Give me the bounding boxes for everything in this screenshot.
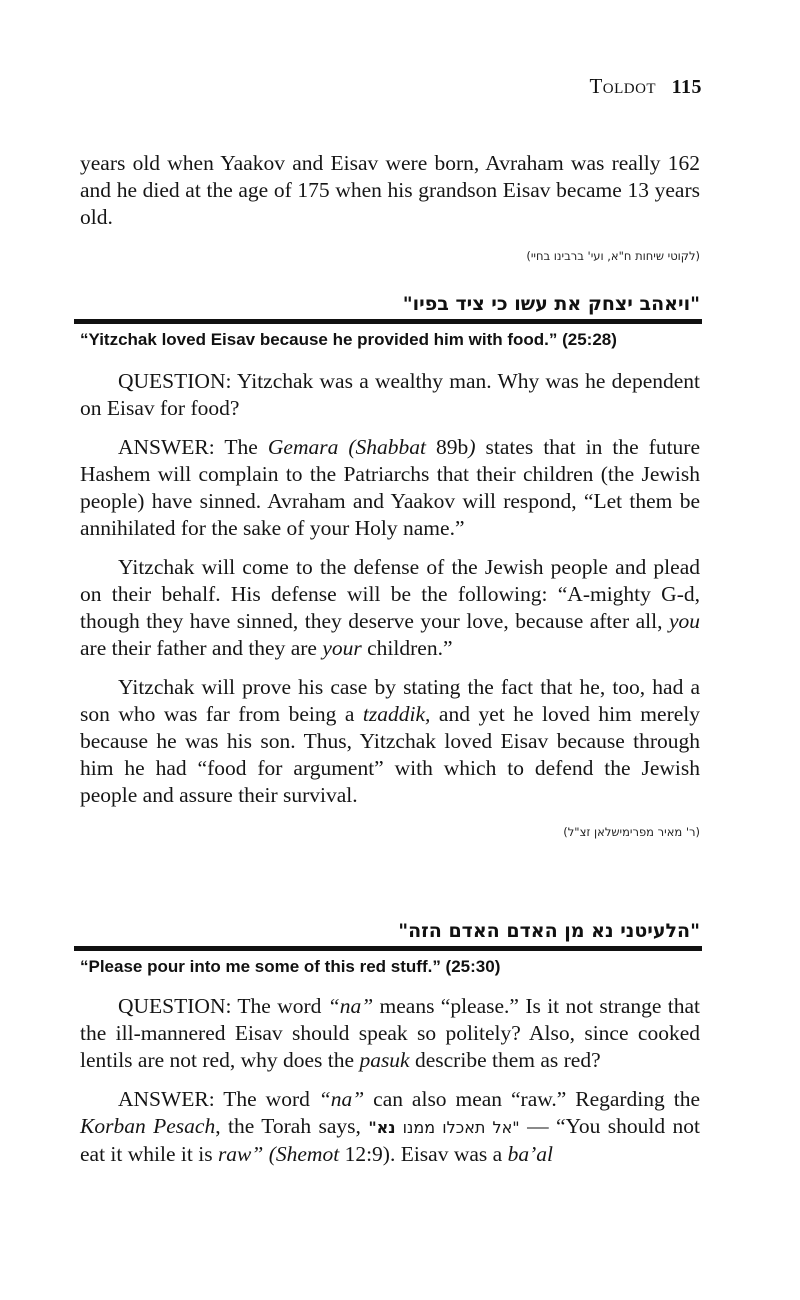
text-run: — “You should not eat it while it is [80, 1114, 701, 1166]
text-run: are their father and they are [80, 636, 323, 660]
question-lead: QUESTION: [118, 369, 232, 393]
text-run: describe them as red? [409, 1048, 601, 1072]
section-1-source-citation: (ר' מאיר מפרימישלאן זצ"ל) [563, 825, 700, 839]
text-run: The word [214, 1087, 319, 1111]
italic-run: (Shemot [268, 1142, 340, 1166]
english-heading: “Please pour into me some of this red stuff.” (25:30) [80, 957, 501, 976]
text-run: 12:9). Eisav was a [339, 1142, 508, 1166]
answer-lead: ANSWER: [118, 435, 215, 459]
running-head [589, 74, 702, 99]
heading-rule [74, 946, 702, 951]
hebrew-heading: "ויאהב יצחק את עשו כי ציד בפיו" [402, 293, 700, 315]
page-number: 115 [671, 76, 702, 98]
italic-run: ba’al [507, 1142, 553, 1166]
proof-paragraph [80, 674, 700, 809]
hebrew-quote-bold: נא" [368, 1118, 396, 1137]
text-run: children.” [361, 636, 453, 660]
section-yitzchak-loved-eisav [80, 293, 700, 350]
defense-paragraph [80, 554, 700, 662]
answer-paragraph [80, 434, 700, 542]
answer-lead: ANSWER: [118, 1087, 215, 1111]
section-2-body [80, 993, 700, 1168]
italic-run: raw” [217, 1142, 264, 1166]
hebrew-heading: "הלעיטני נא מן האדם האדם הזה" [398, 920, 700, 942]
intro-paragraph: years old when Yaakov and Eisav were born, Avraham was really 162 and he died at the age of 175 when his grandson Eisav became 13 years old. [80, 151, 700, 229]
intro-source-citation: (לקוטי שיחות ח"א, ועי' ברבינו בחיי) [526, 249, 700, 263]
text-run: means “please.” Is it not strange that the ill-mannered Eisav should speak so politely? Also, since cooked lentils are not red, why does the [80, 994, 700, 1072]
hebrew-quote-plain: "אל תאכלו ממנו [395, 1118, 520, 1137]
italic-run: tzaddik, [362, 702, 431, 726]
italic-run: your [322, 636, 362, 660]
text-run: The [214, 435, 268, 459]
text-run: and yet he loved him merely because he was his son. Thus, Yitzchak loved Eisav because through him he had “food for argument” with which to defend the Jewish people and assure their survival. [80, 702, 700, 807]
italic-run: ) [468, 435, 476, 459]
english-heading: “Yitzchak loved Eisav because he provided him with food.” (25:28) [80, 330, 617, 349]
question-text: Yitzchak was a wealthy man. Why was he dependent on Eisav for food? [80, 369, 700, 420]
italic-run: “na” [318, 1087, 365, 1111]
text-run: , the Torah says, [215, 1114, 369, 1138]
running-head-title: Toldot [589, 74, 657, 98]
intro-block [80, 150, 700, 263]
question-paragraph [80, 993, 700, 1074]
answer-paragraph [80, 1086, 700, 1168]
hebrew-quote [368, 1118, 519, 1137]
text-run: states that in the future Hashem will complain to the Patriarchs that their children (the Jewish people) have sinned. Avraham and Yaakov will respond, “Let them be annihilated for the sake of your Holy name.” [80, 435, 700, 540]
italic-run: “na” [327, 994, 374, 1018]
section-red-stuff [80, 920, 700, 977]
italic-run: you [668, 609, 700, 633]
text-run: can also mean “raw.” Regarding the [364, 1087, 700, 1111]
text-run: Yitzchak will prove his case by stating the fact that he, too, had a son who was far from being a [80, 675, 700, 726]
text-run: The word [231, 994, 328, 1018]
text-run: 89b [426, 435, 469, 459]
italic-run: Korban Pesach [80, 1114, 216, 1138]
question-paragraph [80, 368, 700, 422]
italic-run: pasuk [359, 1048, 410, 1072]
italic-run: Gemara (Shabbat [267, 435, 427, 459]
text-run: Yitzchak will come to the defense of the Jewish people and plead on their behalf. His defense will be the following: “A-mighty G-d, though they have sinned, they deserve your love, because after all, [80, 555, 700, 633]
section-1-body [80, 368, 700, 839]
question-lead: QUESTION: [118, 994, 232, 1018]
heading-rule [74, 319, 702, 324]
